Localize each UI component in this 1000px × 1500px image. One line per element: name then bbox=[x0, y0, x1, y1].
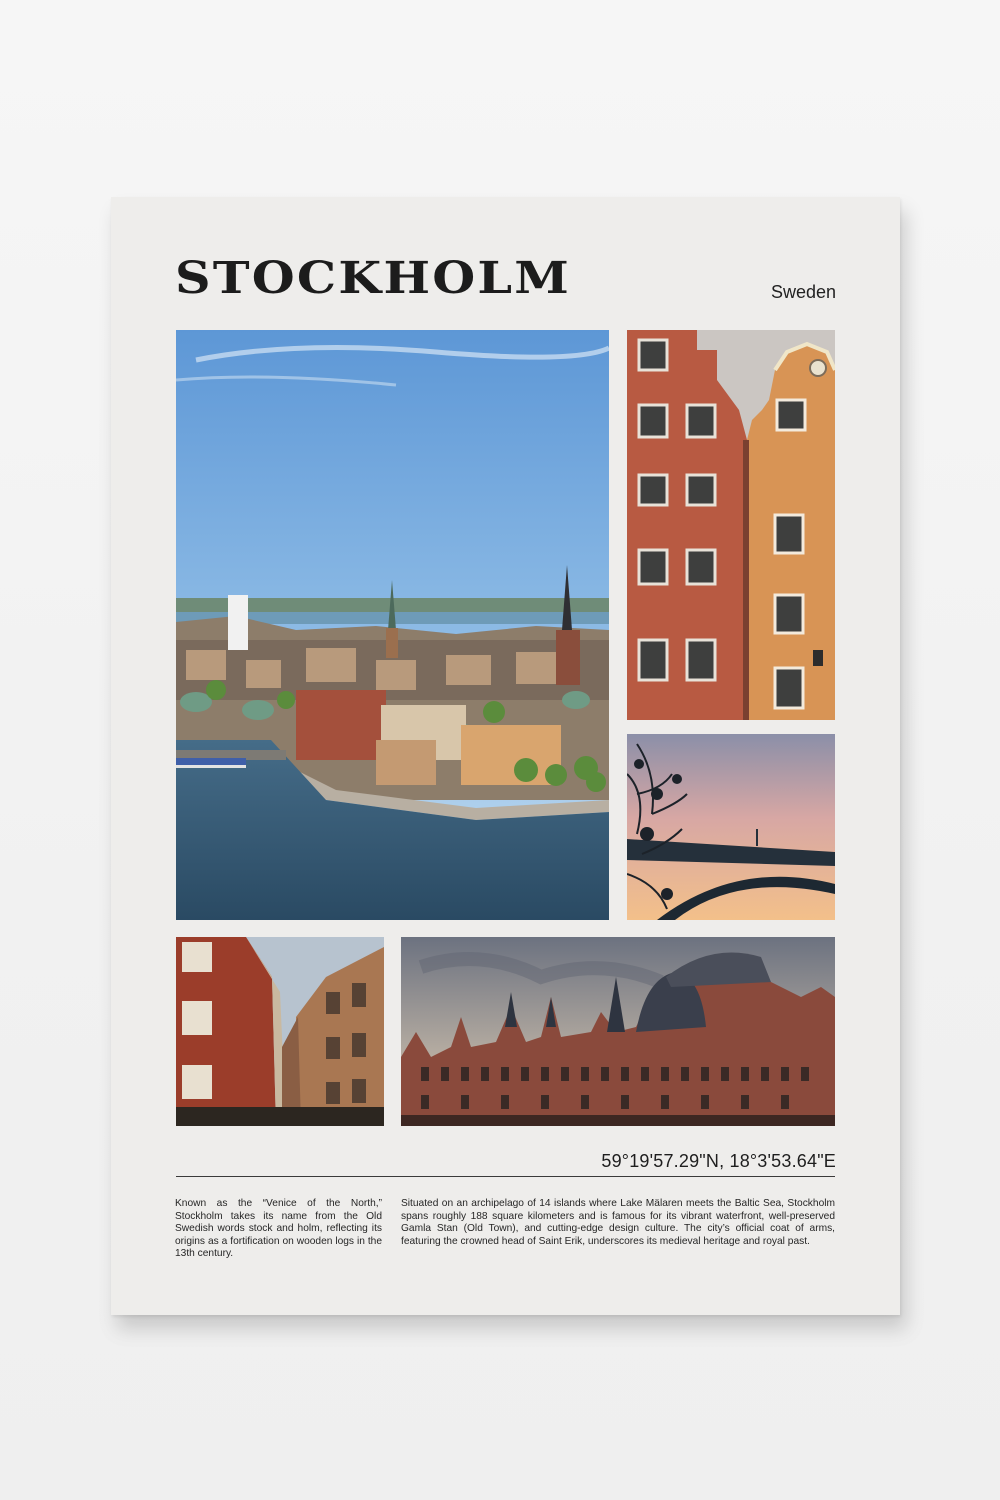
photo-gabled-houses bbox=[627, 330, 835, 720]
poster bbox=[111, 197, 900, 1315]
photo-aerial-city bbox=[176, 330, 609, 920]
divider-line bbox=[176, 1176, 835, 1177]
country-label: Sweden bbox=[770, 282, 836, 302]
photo-palace-facade bbox=[401, 937, 835, 1126]
photo-old-town-street bbox=[176, 937, 384, 1126]
poster-title: STOCKHOLM bbox=[175, 253, 572, 304]
description-right: Situated on an archipelago of 14 islands where Lake Mälaren meets the Baltic Sea, Stockholm spans roughly 188 square kilometers and is famous for its vibrant waterfront, well-preserved Gamla Stan (Old Town), and cutting-edge design culture. The city’s official coat of arms, featuring the crowned head of Saint Erik, underscores its medieval heritage and royal past. bbox=[401, 1198, 835, 1247]
description-left: Known as the “Venice of the North,” Stockholm takes its name from the Old Swedish words stock and holm, reflecting its origins as a fortification on wooden logs in the 13th century. bbox=[175, 1198, 382, 1260]
photo-bridge-sunset bbox=[627, 734, 835, 920]
coordinates-label: 59°19'57.29"N, 18°3'53.64"E bbox=[601, 1151, 836, 1171]
